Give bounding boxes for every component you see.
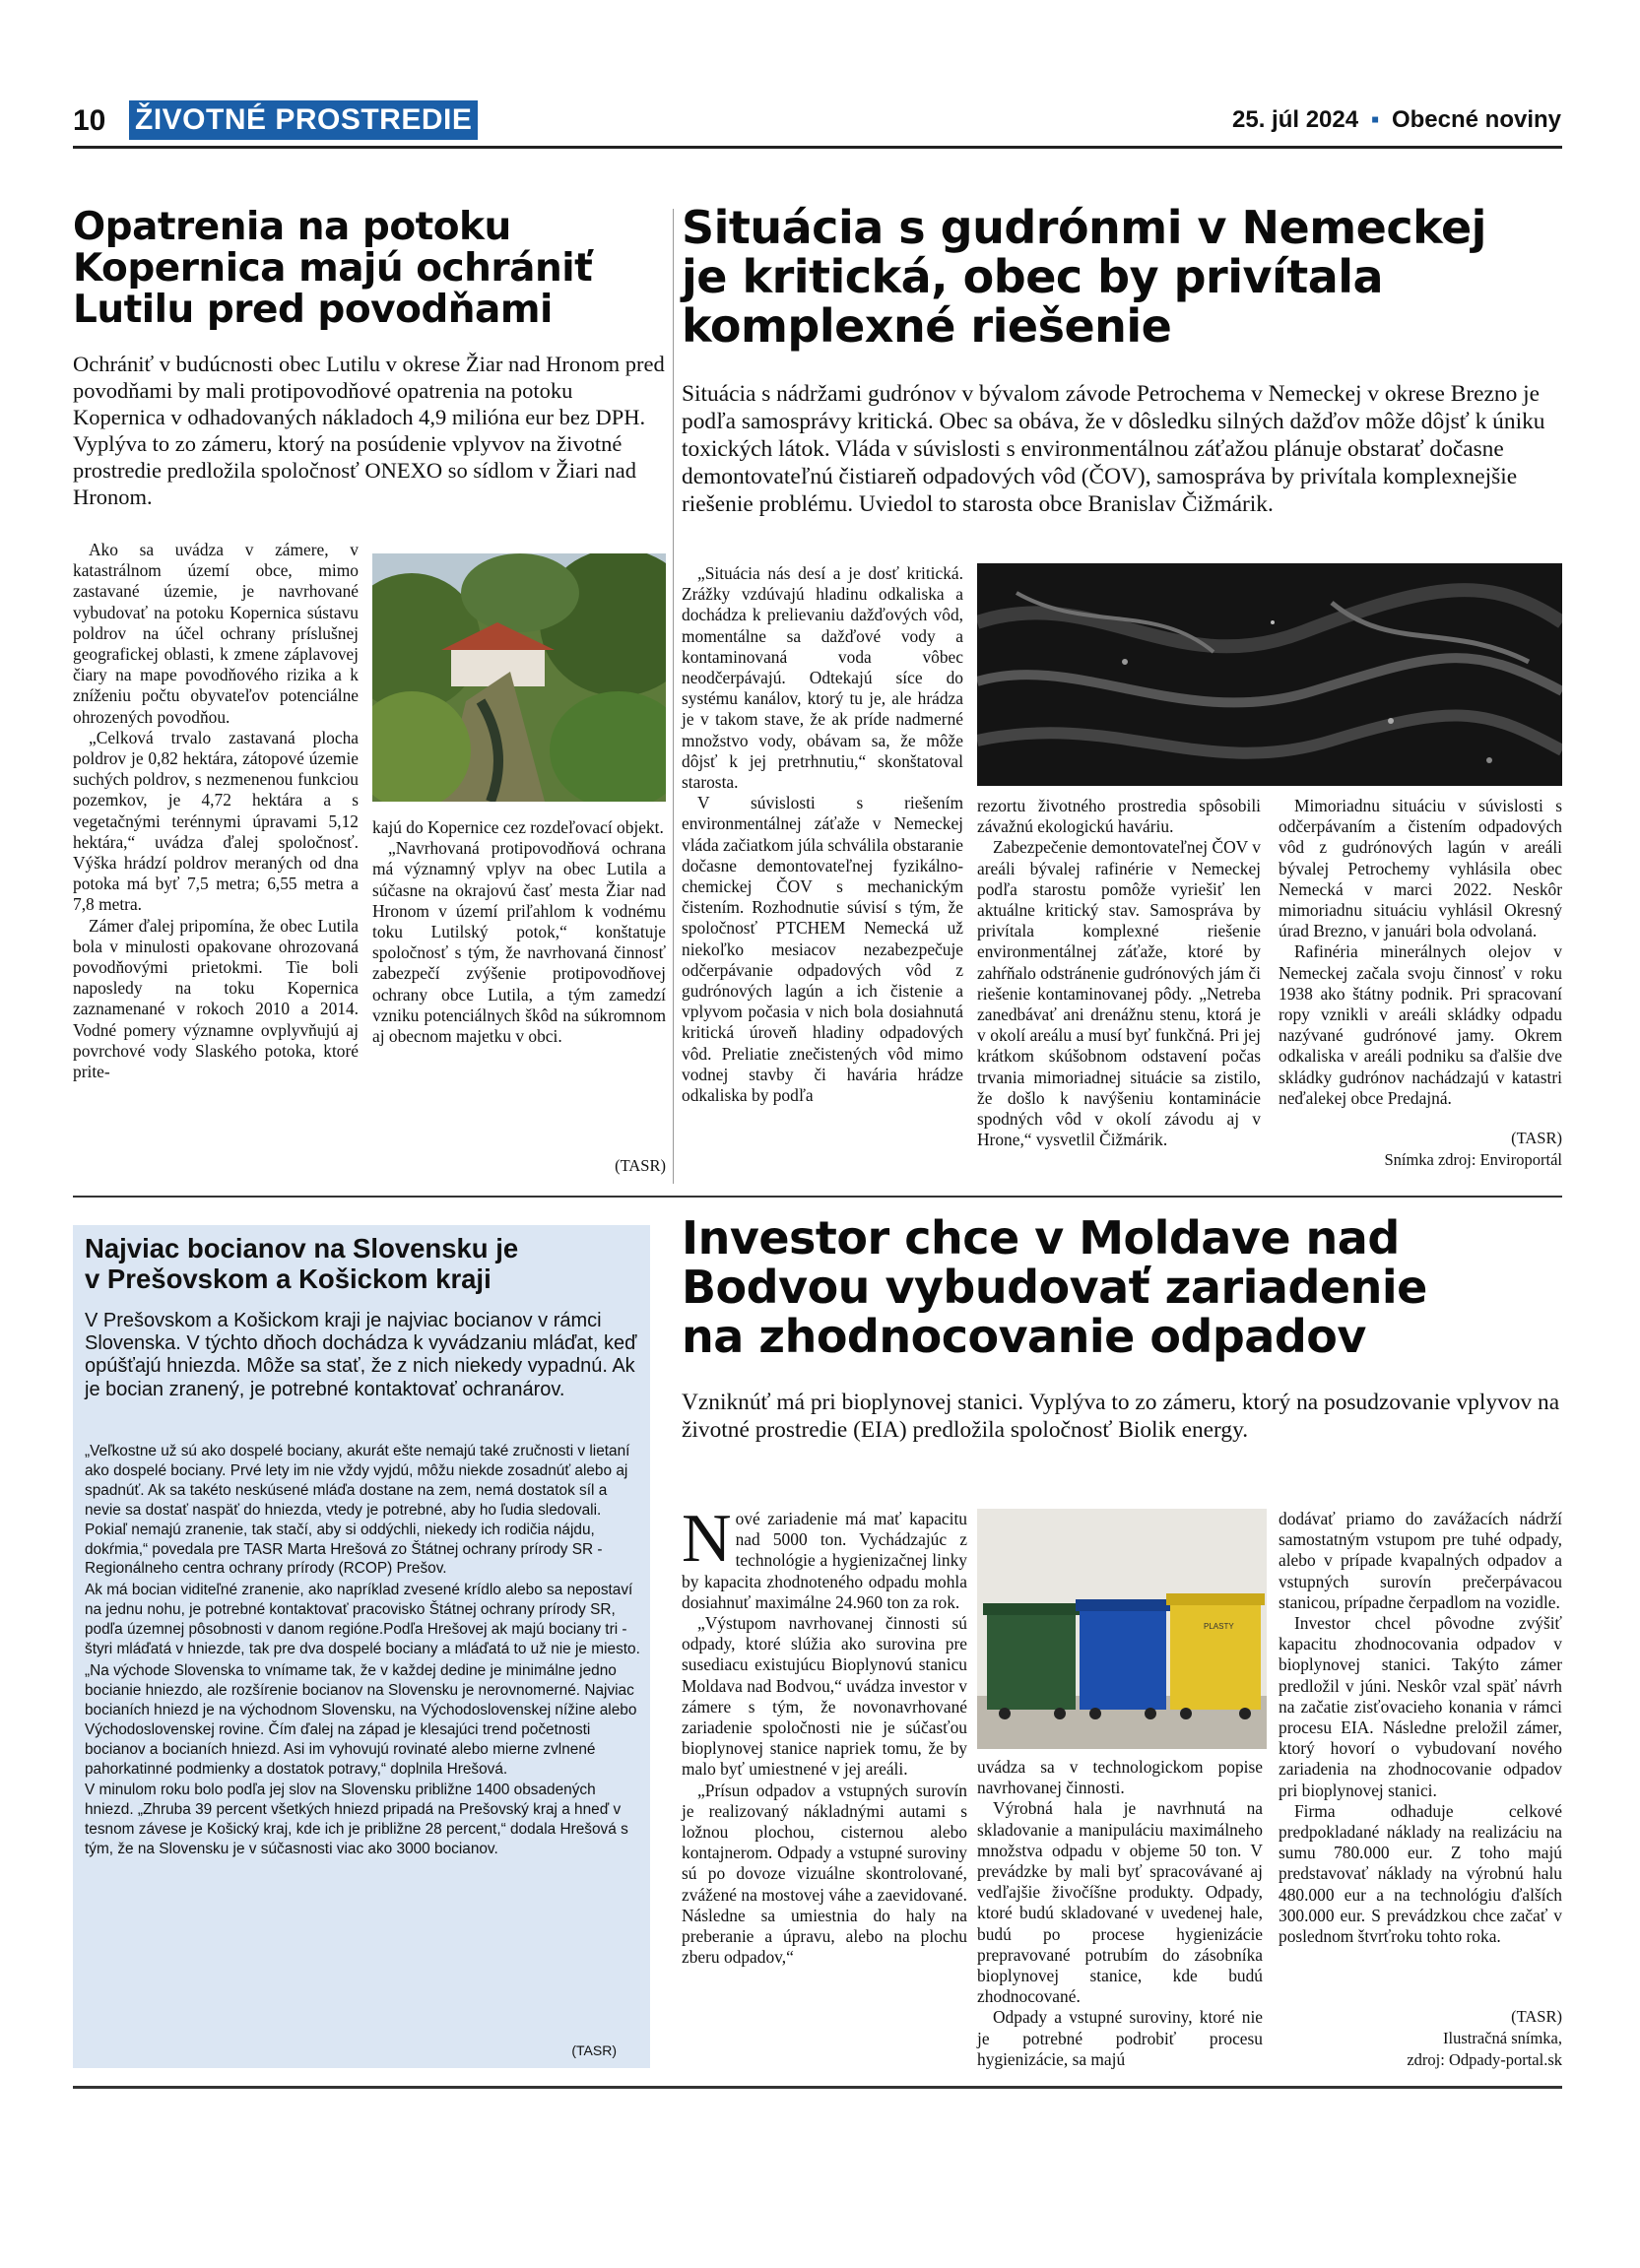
header-dateline	[1232, 106, 1561, 134]
article2-credit: (TASR)	[1511, 1129, 1562, 1147]
title-line: je kritická, obec by privítala	[682, 250, 1384, 303]
paragraph: Ak má bocian viditeľné zranenie, ako napríklad zvesené krídlo alebo sa nepostaví na jednu nohu, je potrebné kontaktovať pracovisko Štátnej ochrany prírody SR, podľa územnej pôsobnosti v danom regióne.Podľa Hrešovej ak majú bociany tri - štyri mláďatá v hniezde, tak pre dva dospelé bociany a mláďatá to už nie je miesto.	[85, 1582, 640, 1658]
title-line: komplexné riešenie	[682, 299, 1172, 353]
title-line: na zhodnocovanie odpadov	[682, 1310, 1366, 1363]
paragraph: „Výstupom navrhovanej činnosti sú odpady, ktoré slúžia ako surovina pre susediacu existujúcu Bioplynovú stanicu Moldava nad Bodvou,“ uvádza investor v zámere s tým, že novonavrhované zariadenie spoločnosti nie je súčasťou bioplynovej stanice napriek tomu, že by malo byť umiestnené v jej areáli.	[682, 1613, 967, 1780]
article3-credit: (TASR)	[571, 2042, 617, 2058]
article4-photo-caption: Ilustračná snímka,	[1443, 2029, 1562, 2047]
paragraph: „Na východe Slovenska to vnímame tak, že v každej dedine je minimálne jedno bocianie hniezdo, ale rozšírenie bocianov na Slovensku je nerovnomerné. Najviac bocianích hniezd je na východnom Slovensku, na Východoslovenskej nížine alebo Východoslovenskej rovine. Čím ďalej na západ je klesajúci trend početnosti bocianov a bocianích hniezd. Asi im vyhovujú rovinaté alebo mierne zvlnené pahorkatinné podmienky a dostatok potravy,“ doplnila Hrešová.	[85, 1661, 637, 1778]
article1-credit: (TASR)	[615, 1156, 666, 1175]
paragraph: „Navrhovaná protipovodňová ochrana má významný vplyv na obec Lutila a súčasne na okrajovú časť mesta Žiar nad Hronom v území priľahlom k vodnému toku Lutilský potok,“ konštatuje spoločnosť s tým, že navrhovaná činnosť zabezpečí zvýšenie protipovodňovej ochrany obce Lutila, a tým zamedzí vzniku potenciálnych škôd na súkromnom aj obecnom majetku v obci.	[372, 838, 666, 1047]
title-line: v Prešovskom a Košickom kraji	[85, 1264, 492, 1294]
article2-column-3	[1279, 796, 1562, 1109]
paragraph: „Prísun odpadov a vstupných surovín je realizovaný nákladnými autami s ložnou plochou, cisternou alebo kontajnerom. Odpady a vstupné suroviny sú po dovoze vizuálne skontrolované, zvážené na mostovej váhe a zaevidované. Následne sa umiestnia do haly na preberanie a úpravu, alebo na plochu zberu odpadov,“	[682, 1780, 967, 1968]
article3-lead: V Prešovskom a Košickom kraji je najviac bocianov v rámci Slovenska. V týchto dňoch dochádza k vyvádzaniu mláďat, keď opúšťajú hniezda. Môže sa stať, že z nich niekedy vypadnú. Ak je bocian zranený, je potrebné kontaktovať ochranárov.	[85, 1310, 637, 1400]
article1-title	[73, 207, 664, 331]
issue-date: 25. júl 2024	[1232, 106, 1359, 133]
article4-credit: (TASR)	[1511, 2007, 1562, 2026]
paragraph: Výrobná hala je navrhnutá na skladovanie a manipuláciu maximálneho množstva odpadu v objeme 50 ton. V prevádzke by mali byť spracovávané aj vedľajšie živočíšne produkty. Odpady, ktoré budú skladované v uvedenej hale, budú po procese hygienizácie prepravované potrubím do zásobníka bioplynovej stanice, kde budú zhodnocované.	[977, 1798, 1263, 2007]
article2-column-1	[682, 563, 963, 1106]
column-divider	[673, 209, 674, 1184]
header-separator: ▪	[1370, 106, 1380, 133]
newspaper-name: Obecné noviny	[1391, 106, 1561, 133]
header-rule	[73, 146, 1562, 149]
paragraph: V súvislosti s riešením environmentálnej záťaže v Nemeckej vláda začiatkom júla schválila obstaranie dočasne demontovateľnej fyzikálno-chemickej ČOV s mechanickým čistením. Rozhodnutie súvisí s tým, že spoločnosť PTCHEM Nemecká už niekoľko mesiacov nezabezpečuje odčerpávanie odpadových vôd z gudrónových lagún a ich čistenie a vplyvom počasia v nich bola dosiahnutá kritická úroveň hladiny odpadových vôd. Preliatie znečistených vôd mimo vodnej stavby či havária hrádze odkaliska by podľa	[682, 793, 963, 1106]
article1-lead: Ochrániť v budúcnosti obec Lutilu v okrese Žiar nad Hronom pred povodňami by mali protipovodňové opatrenia na potoku Kopernica v odhadovaných nákladoch 4,9 milióna eur bez DPH. Vyplýva to zo zámeru, ktorý na posúdenie vplyvov na životné prostredie predložila spoločnosť ONEXO so sídlom v Žiari nad Hronom.	[73, 352, 665, 509]
paragraph	[682, 1501, 967, 1613]
title-line: Situácia s gudrónmi v Nemeckej	[682, 201, 1486, 254]
paragraph: Zámer ďalej pripomína, že obec Lutila bola v minulosti opakovane ohrozovaná povodňovými prietokmi. Tie boli naposledy na toku Kopernica zaznamenané v rokoch 2010 a 2014. Vodné pomery významne ovplyvňujú aj povrchové vody Slaského potoka, ktoré prite-	[73, 915, 359, 1082]
footer-rule	[73, 2086, 1562, 2089]
article1-column-1	[73, 540, 359, 1082]
article2-photo-credit: Snímka zdroj: Enviroportál	[1384, 1150, 1562, 1169]
bin-label: PLASTY	[1204, 1622, 1234, 1631]
section-rule	[73, 1196, 1562, 1198]
creek-village-photo	[372, 553, 666, 802]
article4-title	[682, 1213, 1568, 1361]
article4-photo-credit: zdroj: Odpady-portal.sk	[1407, 2050, 1562, 2069]
article2-lead: Situácia s nádržami gudrónov v bývalom závode Petrochema v Nemeckej v okrese Brezno je podľa samosprávy kritická. Obec sa obáva, že v dôsledku silných dažďov môže dôjsť k úniku toxických látok. Vláda v súvislosti s environmentálnou záťažou plánuje obstarať dočasne demontovateľnú čistiareň odpadových vôd (ČOV), samospráva by privítala komplexnejšie riešenie problému. Uviedol to starosta obce Branislav Čižmárik.	[682, 381, 1545, 517]
paragraph: „Veľkostne už sú ako dospelé bociany, akurát ešte nemajú také zručnosti v lietaní ako dospelé bociany. Prvé lety im nie vždy vyjdú, môžu niekde zosadnúť alebo aj spadnúť. Ak sa takéto neskúsené mláďa dostane na zem, nemá dostatok síl a nevie sa dostať naspäť do hniezda, vtedy je potrebné, aby ho ľudia sledovali. Pokiaľ nemajú zranenie, tak stačí, aby si oddýchli, niekedy ich rodičia nájdu, dokŕmia,“ povedala pre TASR Marta Hrešová zo Štátnej ochrany prírody SR - Regionálneho centra ochrany prírody (RCOP) Prešov.	[85, 1443, 630, 1578]
dropcap: N	[682, 1501, 732, 1577]
article2-title	[682, 203, 1568, 351]
section-label: ŽIVOTNÉ PROSTREDIE	[129, 100, 478, 140]
paragraph: Rafinéria minerálnych olejov v Nemeckej začala svoju činnosť v roku 1938 ako štátny podnik. Pri spracovaní ropy vznikli v areáli skládky odpadu nazývané gudrónové jamy. Okrem odkaliska v areáli podniku sa ďalšie dve skládky gudrónov nachádzajú v katastri neďalekej obce Predajná.	[1279, 941, 1562, 1108]
paragraph: rezortu životného prostredia spôsobili závažnú ekologickú haváriu.	[977, 796, 1261, 837]
page-number: 10	[73, 104, 106, 137]
paragraph: Investor chcel pôvodne zvýšiť kapacitu zhodnocovania odpadov v bioplynovej stanici. Takýto zámer predložil v júni. Neskôr vzal späť návrh na začatie zisťovacieho konania v rámci procesu EIA. Následne preložil zámer, ktorý hovorí o vybudovaní nového zariadenia na zhodnocovanie odpadov pri bioplynovej stanici.	[1279, 1613, 1562, 1800]
paragraph: „Situácia nás desí a je dosť kritická. Zrážky vzdúvajú hladinu odkaliska a dochádza k prelievaniu dažďových vôd, momentálne sa dažďové vody a kontaminovaná voda vôbec neodčerpávajú. Odtekajú síce do systému kanálov, ktorý tu je, ale hrádza je v takom stave, že ak príde nadmerné množstvo vody, obávam sa, že môže dôjsť k jej pretrhnutiu,“ skonštatoval starosta.	[682, 563, 963, 793]
article2-column-2	[977, 796, 1261, 1150]
title-line: Bodvou vybudovať zariadenie	[682, 1261, 1427, 1314]
first-paragraph: ové zariadenie má mať kapacitu nad 5000 ton. Vychádzajúc z technológie a hygienizačnej linky by kapacita zhodnoteného odpadu mohla dosiahnuť maximálne 24.960 ton za rok.	[682, 1509, 967, 1612]
paragraph: kajú do Kopernice cez rozdeľovací objekt.	[372, 817, 664, 837]
article3-body	[85, 1442, 642, 1859]
title-line: Lutilu pred povodňami	[73, 288, 553, 332]
paragraph: Ako sa uvádza v zámere, v katastrálnom území obce, mimo zastavané územie, je navrhované vybudovať na potoku Kopernica sústavu poldrov na účel ochrany príslušnej geografickej oblasti, k zmene záplavovej čiary na mape povodňového rizika a k zníženiu počtu obyvateľov potenciálne ohrozených povodňou.	[73, 540, 359, 727]
article4-column-3	[1279, 1509, 1562, 1947]
article1-column-2	[372, 817, 666, 1047]
article4-column-2	[977, 1757, 1263, 2070]
tar-pit-photo	[977, 563, 1562, 786]
paragraph: uvádza sa v technologickom popise navrhovanej činnosti.	[977, 1757, 1263, 1798]
title-line: Najviac bocianov na Slovensku je	[85, 1233, 519, 1264]
article3-title	[85, 1233, 642, 1294]
paragraph: Zabezpečenie demontovateľnej ČOV v areáli bývalej rafinérie v Nemeckej podľa starostu pomôže vyriešiť len aktuálne kritický stav. Samospráva by privítala komplexné riešenie environmentálnej záťaže, ktoré by zahŕňalo odstránenie gudrónových jám či riešenie kontaminovanej pôdy. „Netreba zanedbávať ani drenážnu stenu, ktorá je v okolí areálu a musí byť funkčná. Pri jej krátkom skúšobnom odstavení počas trvania mimoriadnej situácie sa zistilo, že došlo k navýšeniu kontaminácie spodných vôd v okolí závodu aj v Hrone,“ vysvetlil Čižmárik.	[977, 837, 1261, 1150]
paragraph: Odpady a vstupné suroviny, ktoré nie je potrebné podrobiť procesu hygienizácie, sa majú	[977, 2007, 1263, 2069]
title-line: Investor chce v Moldave nad	[682, 1211, 1400, 1264]
title-line: Opatrenia na potoku	[73, 205, 511, 249]
waste-bins-photo	[977, 1509, 1267, 1749]
paragraph: V minulom roku bolo podľa jej slov na Slovensku približne 1400 obsadených hniezd. „Zhruba 39 percent všetkých hniezd pripadá na Prešovský kraj a hneď v tesnom závese je Košický kraj, kde ich je približne 28 percent,“ dodala Hrešová s tým, že na Slovensku je v súčasnosti viac ako 3000 bocianov.	[85, 1782, 628, 1858]
title-line: Kopernica majú ochrániť	[73, 246, 593, 291]
paragraph: Mimoriadnu situáciu v súvislosti s odčerpávaním a čistením odpadových vôd z gudrónových lagún v areáli bývalej Petrochemy vyhlásila obec Nemecká v marci 2022. Neskôr mimoriadnu situáciu vyhlásil Okresný úrad Brezno, v januári bola odvolaná.	[1279, 796, 1562, 941]
article4-lead: Vzniknúť má pri bioplynovej stanici. Vyplýva to zo zámeru, ktorý na posudzovanie vplyvov na životné prostredie (EIA) predložila spoločnosť Biolik energy.	[682, 1390, 1560, 1443]
paragraph: „Celková trvalo zastavaná plocha poldrov je 0,82 hektára, zátopové územie suchých poldrov, s nezmenenou funkciou pozemkov, je 4,72 hektára a s vegetačnými terénnymi úpravami 5,12 hektára,“ uvádza ďalej spoločnosť. Výška hrádzí poldrov meraných od dna potoka má byť 7,5 metra; 6,55 metra a 7,8 metra.	[73, 727, 359, 915]
paragraph: Firma odhaduje celkové predpokladané náklady na realizáciu na sumu 780.000 eur. Z toho majú predstavovať náklady na výrobnú halu 480.000 eur a na technológiu ďalších 300.000 eur. S prevádzkou chce začať v poslednom štvrťroku tohto roka.	[1279, 1800, 1562, 1947]
paragraph: dodávať priamo do zavážacích nádrží samostatným vstupom pre tuhé odpady, alebo v prípade kvapalných odpadov a vstupných surovín prečerpávacou stanicou, prípadne čerpadlom na vozidle.	[1279, 1509, 1562, 1612]
article4-column-1	[682, 1501, 967, 1968]
